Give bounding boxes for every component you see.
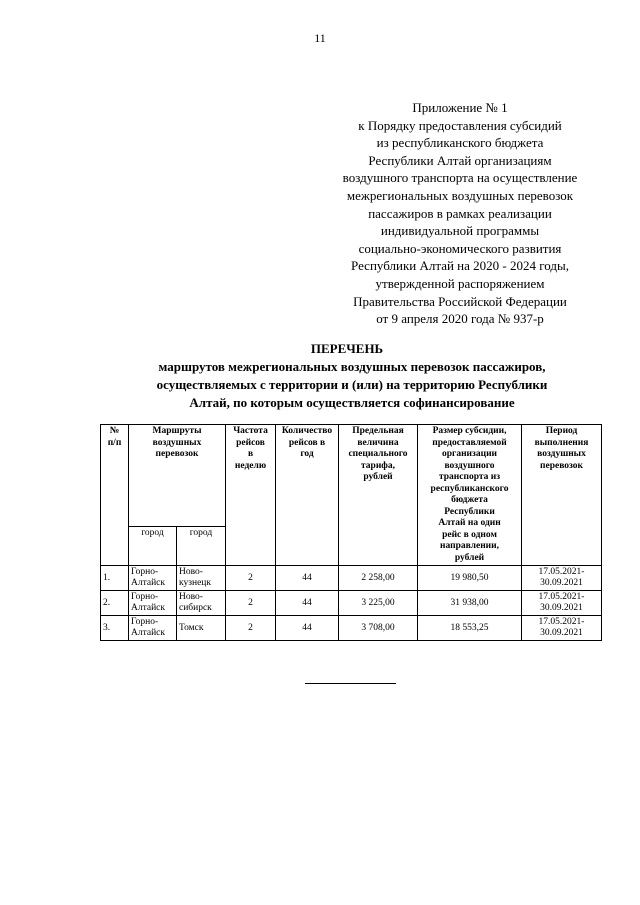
appendix-line: Республики Алтай на 2020 - 2024 годы,: [351, 258, 569, 274]
city-from: Горно- Алтайск: [129, 566, 177, 591]
city-to: Томск: [177, 616, 226, 641]
flights-cell: 44: [276, 591, 339, 616]
header-city-from: город: [129, 526, 177, 565]
page-number: 11: [314, 31, 326, 45]
header-number: № п/п: [101, 425, 129, 566]
flights-cell: 44: [276, 616, 339, 641]
appendix-block: [300, 99, 620, 328]
city-to: Ново- кузнецк: [177, 566, 226, 591]
appendix-line: пассажиров в рамках реализации: [368, 205, 552, 221]
table-row: [101, 591, 602, 616]
frequency-cell: 2: [226, 616, 276, 641]
table-row: [101, 616, 602, 641]
subsidy-cell: 31 938,00: [418, 591, 522, 616]
period-cell: 17.05.2021- 30.09.2021: [522, 591, 602, 616]
document-title: ПЕРЕЧЕНЬ: [310, 341, 384, 356]
header-routes: Маршруты воздушных перевозок: [129, 425, 226, 527]
row-number: 3.: [101, 616, 129, 641]
city-from: Горно- Алтайск: [129, 616, 177, 641]
header-tariff: Предельная величина специального тарифа, рублей: [339, 425, 418, 566]
appendix-line: индивидуальной программы: [380, 223, 540, 239]
header-period: Период выполнения воздушных перевозок: [522, 425, 602, 566]
subtitle-line: Алтай, по которым осуществляется софинансирование: [189, 395, 515, 410]
frequency-cell: 2: [226, 591, 276, 616]
appendix-line: межрегиональных воздушных перевозок: [346, 187, 574, 203]
appendix-line: утвержденной распоряжением: [375, 275, 545, 291]
row-number: 2.: [101, 591, 129, 616]
closing-divider: [305, 683, 396, 684]
table-row: [101, 566, 602, 591]
appendix-line: Приложение № 1: [412, 100, 508, 115]
frequency-cell: 2: [226, 566, 276, 591]
appendix-line: социально-экономического развития: [358, 240, 562, 256]
appendix-line: Правительства Российской Федерации: [353, 293, 567, 309]
tariff-cell: 3 708,00: [339, 616, 418, 641]
subsidy-cell: 19 980,50: [418, 566, 522, 591]
document-subtitle: [100, 358, 604, 412]
period-cell: 17.05.2021- 30.09.2021: [522, 616, 602, 641]
tariff-cell: 3 225,00: [339, 591, 418, 616]
row-number: 1.: [101, 566, 129, 591]
routes-table: [100, 424, 602, 641]
city-from: Горно- Алтайск: [129, 591, 177, 616]
flights-cell: 44: [276, 566, 339, 591]
appendix-line: к Порядку предоставления субсидий: [358, 117, 562, 133]
tariff-cell: 2 258,00: [339, 566, 418, 591]
header-frequency: Частота рейсов в неделю: [226, 425, 276, 566]
city-to: Ново- сибирск: [177, 591, 226, 616]
header-subsidy: Размер субсидии, предоставляемой организации воздушного транспорта из республиканского бюджета Республики Алтай на один рейс в одном направлении, рублей: [418, 425, 522, 566]
period-cell: 17.05.2021- 30.09.2021: [522, 566, 602, 591]
header-flights-per-year: Количество рейсов в год: [276, 425, 339, 566]
subtitle-line: осуществляемых с территории и (или) на территорию Республики: [156, 377, 548, 392]
appendix-line: Республики Алтай организациям: [368, 152, 552, 168]
subsidy-cell: 18 553,25: [418, 616, 522, 641]
subtitle-line: маршрутов межрегиональных воздушных перевозок пассажиров,: [158, 359, 546, 374]
header-city-to: город: [177, 526, 226, 565]
appendix-line: из республиканского бюджета: [376, 135, 544, 151]
appendix-line: воздушного транспорта на осуществление: [342, 170, 578, 186]
appendix-line: от 9 апреля 2020 года № 937-р: [376, 311, 544, 327]
